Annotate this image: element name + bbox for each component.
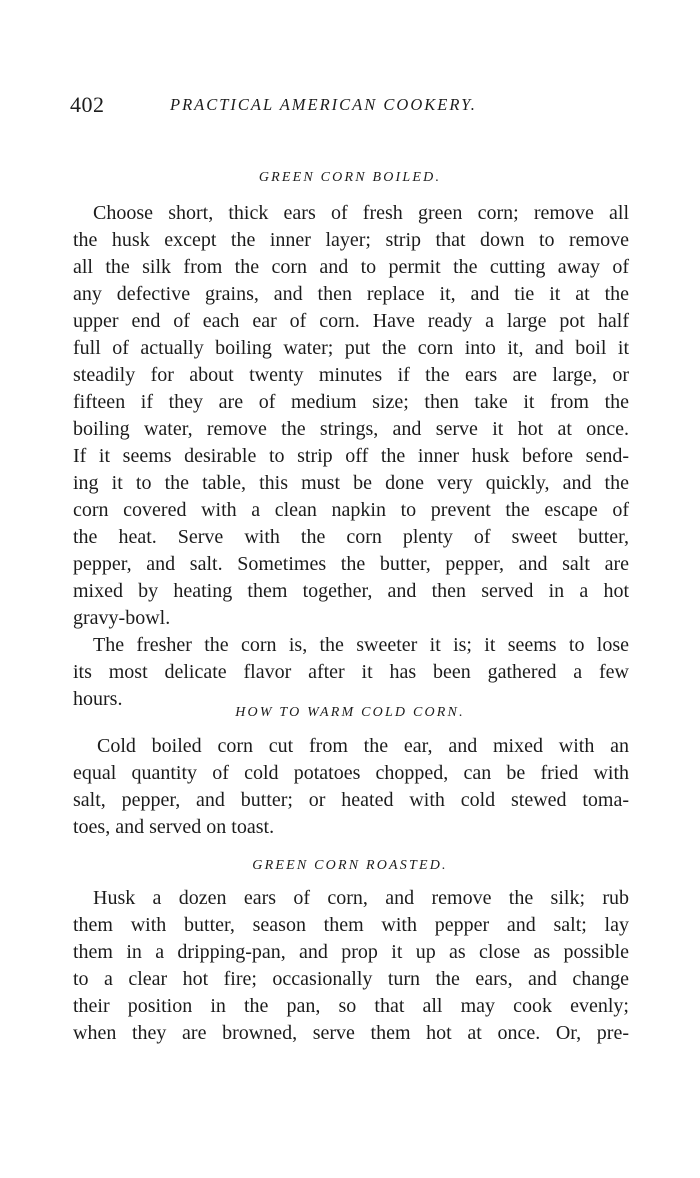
text-line: hours. bbox=[73, 688, 123, 710]
text-line: If it seems desirable to strip off the inner husk before send- bbox=[73, 445, 629, 467]
section-heading-how-to-warm-cold-corn: HOW TO WARM COLD CORN. bbox=[235, 705, 465, 720]
text-line: any defective grains, and then replace it, and tie it at the bbox=[73, 283, 629, 305]
text-line: pepper, and salt. Sometimes the butter, pepper, and salt are bbox=[73, 553, 629, 575]
section-heading-green-corn-roasted: GREEN CORN ROASTED. bbox=[252, 858, 448, 873]
text-line: to a clear hot fire; occasionally turn the ears, and change bbox=[73, 968, 629, 990]
text-line: them with butter, season them with pepper and salt; lay bbox=[73, 914, 629, 936]
text-line: gravy-bowl. bbox=[73, 607, 171, 629]
text-line: Husk a dozen ears of corn, and remove the silk; rub bbox=[93, 887, 629, 909]
text-line: them in a dripping-pan, and prop it up as close as possible bbox=[73, 941, 629, 963]
text-line: boiling water, remove the strings, and serve it hot at once. bbox=[73, 418, 629, 440]
text-line: the husk except the inner layer; strip that down to remove bbox=[73, 229, 629, 251]
section-body-how-to-warm-cold-corn bbox=[73, 733, 629, 841]
text-line: Choose short, thick ears of fresh green corn; remove all bbox=[93, 202, 629, 224]
text-line: their position in the pan, so that all may cook evenly; bbox=[73, 995, 629, 1017]
page-number: 402 bbox=[70, 92, 105, 117]
text-line: toes, and served on toast. bbox=[73, 816, 275, 838]
text-line: equal quantity of cold potatoes chopped, can be fried with bbox=[73, 762, 629, 784]
text-line: corn covered with a clean napkin to prevent the escape of bbox=[73, 499, 629, 521]
text-line: mixed by heating them together, and then served in a hot bbox=[73, 580, 629, 602]
text-line: fifteen if they are of medium size; then take it from the bbox=[73, 391, 629, 413]
text-line: its most delicate flavor after it has been gathered a few bbox=[73, 661, 629, 683]
text-line: when they are browned, serve them hot at once. Or, pre- bbox=[73, 1022, 629, 1044]
text-line: upper end of each ear of corn. Have ready a large pot half bbox=[73, 310, 629, 332]
running-head bbox=[70, 92, 630, 122]
text-line: full of actually boiling water; put the corn into it, and boil it bbox=[73, 337, 629, 359]
running-title: PRACTICAL AMERICAN COOKERY. bbox=[170, 95, 477, 114]
section-body-green-corn-roasted bbox=[73, 885, 629, 1047]
section-body-green-corn-boiled bbox=[73, 200, 629, 713]
section-heading-green-corn-boiled: GREEN CORN BOILED. bbox=[258, 170, 442, 185]
text-line: ing it to the table, this must be done very quickly, and the bbox=[73, 472, 629, 494]
text-line: all the silk from the corn and to permit the cutting away of bbox=[73, 256, 629, 278]
text-line: The fresher the corn is, the sweeter it is; it seems to lose bbox=[93, 634, 629, 656]
text-line: salt, pepper, and butter; or heated with cold stewed toma- bbox=[73, 789, 629, 811]
text-line: steadily for about twenty minutes if the ears are large, or bbox=[73, 364, 629, 386]
text-line: the heat. Serve with the corn plenty of sweet butter, bbox=[73, 526, 629, 548]
text-line: Cold boiled corn cut from the ear, and mixed with an bbox=[97, 735, 629, 757]
